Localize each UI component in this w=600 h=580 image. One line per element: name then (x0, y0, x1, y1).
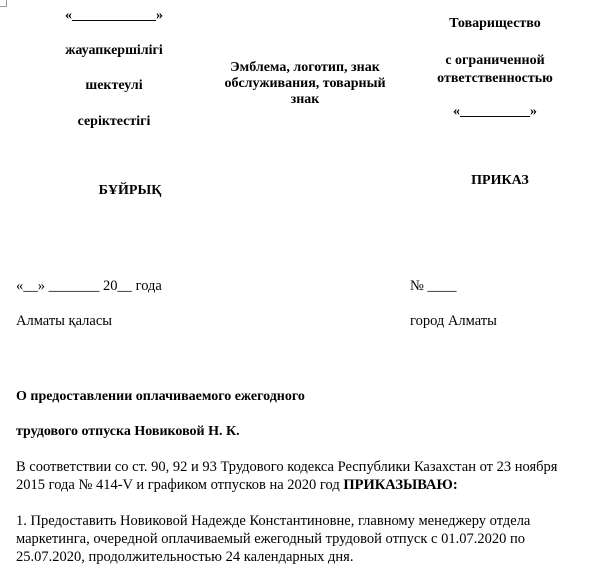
left-org-line3: серіктестігі (77, 114, 151, 129)
city-kz: Алматы қаласы (16, 313, 113, 329)
subject-line-1: О предоставлении оплачиваемого ежегодного (16, 389, 305, 404)
basis-command: ПРИКАЗЫВАЮ: (343, 477, 458, 493)
order-date: «__» _______ 20__ года (16, 278, 162, 294)
order-item-1: 1. Предоставить Новиковой Надежде Константиновне, главному менеджеру отдела маркетинга, очередной оплачиваемый ежегодный трудовой отпуск с 01.07.2020 по 25.07.2020, продолжительностью 24 календарных дня. (16, 513, 531, 565)
city-ru: город Алматы (410, 313, 497, 329)
right-org-line1: Товарищество (449, 16, 541, 31)
subject-line-2: трудового отпуска Новиковой Н. К. (16, 424, 240, 439)
basis-text: В соответствии со ст. 90, 92 и 93 Трудового кодекса Республики Казахстан от 23 ноября 2015 года № 414-V и графиком отпусков на 2020 год (16, 459, 558, 493)
basis-paragraph (16, 458, 576, 494)
order-title-kz: БҰЙРЫҚ (98, 183, 162, 198)
right-org-quote: «__________» (453, 104, 537, 119)
emblem-placeholder: Эмблема, логотип, знак обслуживания, товарный знак (224, 60, 386, 107)
left-org-line1: жауапкершілігі (65, 43, 163, 58)
order-number: № ____ (410, 278, 457, 294)
left-org-quote: «____________» (65, 8, 163, 23)
order-title-ru: ПРИКАЗ (471, 173, 529, 188)
left-org-line2: шектеулі (85, 78, 143, 93)
corner-mark (0, 0, 7, 7)
right-org-line2: с ограниченной ответственностью (437, 53, 553, 86)
